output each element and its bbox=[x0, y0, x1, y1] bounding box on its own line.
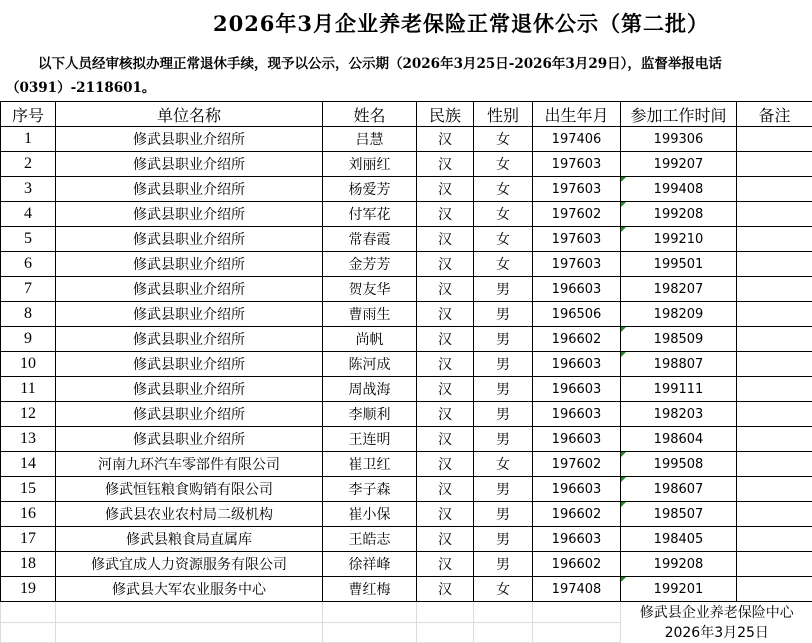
table-row bbox=[1, 402, 812, 427]
cell-index[interactable]: 2 bbox=[1, 152, 56, 177]
cell-work-start[interactable]: 198203 bbox=[621, 402, 737, 427]
cell-ethnicity[interactable]: 汉 bbox=[417, 577, 474, 602]
table-row bbox=[1, 527, 812, 552]
cell-work-start[interactable]: 198507 bbox=[621, 502, 737, 527]
cell-gender[interactable]: 女 bbox=[474, 127, 533, 152]
footer-date: 2026年3月25日 bbox=[621, 622, 812, 642]
cell-name[interactable]: 李子森 bbox=[323, 477, 417, 502]
cell-index[interactable]: 9 bbox=[1, 327, 56, 352]
cell-name[interactable]: 徐祥峰 bbox=[323, 552, 417, 577]
cell-birth[interactable]: 196602 bbox=[533, 552, 621, 577]
cell-unit[interactable]: 修武县职业介绍所 bbox=[56, 402, 323, 427]
cell-ethnicity[interactable]: 汉 bbox=[417, 377, 474, 402]
cell-name[interactable]: 杨爱芳 bbox=[323, 177, 417, 202]
cell-gender[interactable]: 男 bbox=[474, 377, 533, 402]
cell-index[interactable]: 18 bbox=[1, 552, 56, 577]
cell-gender[interactable]: 男 bbox=[474, 427, 533, 452]
cell-unit[interactable]: 修武县大军农业服务中心 bbox=[56, 577, 323, 602]
cell-index[interactable]: 12 bbox=[1, 402, 56, 427]
cell-name[interactable]: 崔小保 bbox=[323, 502, 417, 527]
cell-ethnicity[interactable]: 汉 bbox=[417, 177, 474, 202]
table-row bbox=[1, 452, 812, 477]
cell-name[interactable]: 付军花 bbox=[323, 202, 417, 227]
cell-ethnicity[interactable]: 汉 bbox=[417, 277, 474, 302]
cell-gender[interactable]: 男 bbox=[474, 352, 533, 377]
cell-unit[interactable]: 河南九环汽车零部件有限公司 bbox=[56, 452, 323, 477]
cell-remark[interactable] bbox=[737, 327, 812, 352]
cell-remark[interactable] bbox=[737, 552, 812, 577]
cell-ethnicity[interactable]: 汉 bbox=[417, 352, 474, 377]
cell-index[interactable]: 10 bbox=[1, 352, 56, 377]
cell-work-start[interactable]: 199508 bbox=[621, 452, 737, 477]
cell-work-start[interactable]: 199306 bbox=[621, 127, 737, 152]
cell-birth[interactable]: 196506 bbox=[533, 302, 621, 327]
cell-birth[interactable]: 197406 bbox=[533, 127, 621, 152]
cell-index[interactable]: 16 bbox=[1, 502, 56, 527]
cell-birth[interactable]: 196603 bbox=[533, 477, 621, 502]
footer-org: 修武县企业养老保险中心 bbox=[621, 602, 812, 623]
cell-remark[interactable] bbox=[737, 227, 812, 252]
cell-work-start[interactable]: 199501 bbox=[621, 252, 737, 277]
cell-gender[interactable]: 男 bbox=[474, 552, 533, 577]
cell-work-start[interactable]: 198509 bbox=[621, 327, 737, 352]
header-remark: 备注 bbox=[737, 102, 812, 127]
cell-index[interactable]: 3 bbox=[1, 177, 56, 202]
cell-gender[interactable]: 女 bbox=[474, 202, 533, 227]
cell-index[interactable]: 1 bbox=[1, 127, 56, 152]
cell-gender[interactable]: 男 bbox=[474, 302, 533, 327]
cell-work-start[interactable]: 198207 bbox=[621, 277, 737, 302]
cell-index[interactable]: 13 bbox=[1, 427, 56, 452]
cell-gender[interactable]: 女 bbox=[474, 452, 533, 477]
cell-birth[interactable]: 196603 bbox=[533, 277, 621, 302]
cell-index[interactable]: 19 bbox=[1, 577, 56, 602]
cell-work-start[interactable]: 199208 bbox=[621, 552, 737, 577]
table-row bbox=[1, 202, 812, 227]
cell-gender[interactable]: 男 bbox=[474, 527, 533, 552]
cell-unit[interactable]: 修武县职业介绍所 bbox=[56, 377, 323, 402]
cell-remark[interactable] bbox=[737, 377, 812, 402]
cell-remark[interactable] bbox=[737, 152, 812, 177]
cell-gender[interactable]: 女 bbox=[474, 577, 533, 602]
cell-unit[interactable]: 修武县职业介绍所 bbox=[56, 327, 323, 352]
cell-remark[interactable] bbox=[737, 502, 812, 527]
cell-birth[interactable]: 197602 bbox=[533, 452, 621, 477]
cell-index[interactable]: 8 bbox=[1, 302, 56, 327]
cell-remark[interactable] bbox=[737, 177, 812, 202]
cell-index[interactable]: 6 bbox=[1, 252, 56, 277]
cell-gender[interactable]: 女 bbox=[474, 252, 533, 277]
cell-ethnicity[interactable]: 汉 bbox=[417, 552, 474, 577]
cell-unit[interactable]: 修武县职业介绍所 bbox=[56, 177, 323, 202]
cell-ethnicity[interactable]: 汉 bbox=[417, 227, 474, 252]
cell-ethnicity[interactable]: 汉 bbox=[417, 527, 474, 552]
table-row bbox=[1, 477, 812, 502]
cell-index[interactable]: 14 bbox=[1, 452, 56, 477]
cell-work-start[interactable]: 198807 bbox=[621, 352, 737, 377]
cell-remark[interactable] bbox=[737, 577, 812, 602]
cell-unit[interactable]: 修武县职业介绍所 bbox=[56, 252, 323, 277]
cell-name[interactable]: 陈河成 bbox=[323, 352, 417, 377]
cell-unit[interactable]: 修武县职业介绍所 bbox=[56, 127, 323, 152]
cell-birth[interactable]: 196603 bbox=[533, 427, 621, 452]
cell-unit[interactable]: 修武县职业介绍所 bbox=[56, 152, 323, 177]
cell-unit[interactable]: 修武县职业介绍所 bbox=[56, 227, 323, 252]
cell-unit[interactable]: 修武县职业介绍所 bbox=[56, 202, 323, 227]
cell-remark[interactable] bbox=[737, 202, 812, 227]
cell-remark[interactable] bbox=[737, 127, 812, 152]
footer-row-date bbox=[1, 622, 812, 642]
cell-name[interactable]: 李顺利 bbox=[323, 402, 417, 427]
cell-unit[interactable]: 修武宜成人力资源服务有限公司 bbox=[56, 552, 323, 577]
cell-ethnicity[interactable]: 汉 bbox=[417, 327, 474, 352]
cell-unit[interactable]: 修武县职业介绍所 bbox=[56, 352, 323, 377]
retiree-table bbox=[0, 101, 812, 643]
table-row bbox=[1, 302, 812, 327]
table-row bbox=[1, 577, 812, 602]
table-row bbox=[1, 502, 812, 527]
cell-index[interactable]: 4 bbox=[1, 202, 56, 227]
cell-birth[interactable]: 196602 bbox=[533, 502, 621, 527]
cell-name[interactable]: 王皓志 bbox=[323, 527, 417, 552]
cell-remark[interactable] bbox=[737, 452, 812, 477]
cell-gender[interactable]: 男 bbox=[474, 502, 533, 527]
header-name: 姓名 bbox=[323, 102, 417, 127]
cell-name[interactable]: 刘丽红 bbox=[323, 152, 417, 177]
cell-remark[interactable] bbox=[737, 427, 812, 452]
table-row bbox=[1, 352, 812, 377]
cell-gender[interactable]: 男 bbox=[474, 402, 533, 427]
cell-ethnicity[interactable]: 汉 bbox=[417, 427, 474, 452]
cell-unit[interactable]: 修武县职业介绍所 bbox=[56, 427, 323, 452]
cell-ethnicity[interactable]: 汉 bbox=[417, 302, 474, 327]
cell-gender[interactable]: 女 bbox=[474, 227, 533, 252]
cell-name[interactable]: 崔卫红 bbox=[323, 452, 417, 477]
cell-unit[interactable]: 修武县职业介绍所 bbox=[56, 277, 323, 302]
cell-ethnicity[interactable]: 汉 bbox=[417, 202, 474, 227]
header-work-start: 参加工作时间 bbox=[621, 102, 737, 127]
cell-name[interactable]: 曹雨生 bbox=[323, 302, 417, 327]
cell-birth[interactable]: 197408 bbox=[533, 577, 621, 602]
cell-birth[interactable]: 197603 bbox=[533, 177, 621, 202]
header-gender: 性别 bbox=[474, 102, 533, 127]
cell-remark[interactable] bbox=[737, 352, 812, 377]
cell-birth[interactable]: 196603 bbox=[533, 377, 621, 402]
cell-gender[interactable]: 女 bbox=[474, 152, 533, 177]
table-row bbox=[1, 252, 812, 277]
cell-work-start[interactable]: 199210 bbox=[621, 227, 737, 252]
cell-remark[interactable] bbox=[737, 477, 812, 502]
cell-name[interactable]: 王连明 bbox=[323, 427, 417, 452]
cell-gender[interactable]: 男 bbox=[474, 327, 533, 352]
cell-name[interactable]: 金芳芳 bbox=[323, 252, 417, 277]
cell-work-start[interactable]: 198607 bbox=[621, 477, 737, 502]
table-row bbox=[1, 152, 812, 177]
cell-remark[interactable] bbox=[737, 402, 812, 427]
cell-remark[interactable] bbox=[737, 252, 812, 277]
cell-name[interactable]: 常春霞 bbox=[323, 227, 417, 252]
table-row bbox=[1, 227, 812, 252]
header-index: 序号 bbox=[1, 102, 56, 127]
cell-gender[interactable]: 女 bbox=[474, 177, 533, 202]
table-row bbox=[1, 127, 812, 152]
cell-gender[interactable]: 男 bbox=[474, 477, 533, 502]
cell-work-start[interactable]: 198209 bbox=[621, 302, 737, 327]
cell-work-start[interactable]: 199207 bbox=[621, 152, 737, 177]
notice-text: 以下人员经审核拟办理正常退休手续，现予以公示，公示期（2026年3月25日-2026年3月29日），监督举报电话（0391）-2118601。 bbox=[6, 52, 804, 100]
cell-work-start[interactable]: 199208 bbox=[621, 202, 737, 227]
cell-index[interactable]: 15 bbox=[1, 477, 56, 502]
cell-name[interactable]: 曹红梅 bbox=[323, 577, 417, 602]
cell-work-start[interactable]: 199111 bbox=[621, 377, 737, 402]
cell-index[interactable]: 11 bbox=[1, 377, 56, 402]
header-birth: 出生年月 bbox=[533, 102, 621, 127]
footer-row-org bbox=[1, 602, 812, 623]
cell-ethnicity[interactable]: 汉 bbox=[417, 402, 474, 427]
header-ethnicity: 民族 bbox=[417, 102, 474, 127]
cell-ethnicity[interactable]: 汉 bbox=[417, 502, 474, 527]
cell-work-start[interactable]: 198604 bbox=[621, 427, 737, 452]
cell-name[interactable]: 周战海 bbox=[323, 377, 417, 402]
cell-index[interactable]: 5 bbox=[1, 227, 56, 252]
cell-birth[interactable]: 197603 bbox=[533, 152, 621, 177]
cell-unit[interactable]: 修武恒钰粮食购销有限公司 bbox=[56, 477, 323, 502]
page-title: 2026年3月企业养老保险正常退休公示（第二批） bbox=[0, 8, 812, 38]
cell-gender[interactable]: 男 bbox=[474, 277, 533, 302]
cell-name[interactable]: 吕慧 bbox=[323, 127, 417, 152]
cell-remark[interactable] bbox=[737, 302, 812, 327]
table-row bbox=[1, 427, 812, 452]
table-row bbox=[1, 177, 812, 202]
cell-ethnicity[interactable]: 汉 bbox=[417, 477, 474, 502]
cell-birth[interactable]: 197602 bbox=[533, 202, 621, 227]
cell-work-start[interactable]: 198405 bbox=[621, 527, 737, 552]
cell-work-start[interactable]: 199408 bbox=[621, 177, 737, 202]
cell-index[interactable]: 7 bbox=[1, 277, 56, 302]
cell-birth[interactable]: 196603 bbox=[533, 527, 621, 552]
cell-unit[interactable]: 修武县粮食局直属库 bbox=[56, 527, 323, 552]
cell-ethnicity[interactable]: 汉 bbox=[417, 452, 474, 477]
cell-ethnicity[interactable]: 汉 bbox=[417, 252, 474, 277]
cell-unit[interactable]: 修武县农业农村局二级机构 bbox=[56, 502, 323, 527]
cell-birth[interactable]: 196602 bbox=[533, 327, 621, 352]
table-row bbox=[1, 377, 812, 402]
cell-birth[interactable]: 197603 bbox=[533, 227, 621, 252]
cell-ethnicity[interactable]: 汉 bbox=[417, 127, 474, 152]
header-unit: 单位名称 bbox=[56, 102, 323, 127]
cell-birth[interactable]: 197603 bbox=[533, 252, 621, 277]
cell-name[interactable]: 尚帆 bbox=[323, 327, 417, 352]
cell-remark[interactable] bbox=[737, 527, 812, 552]
header-row bbox=[1, 102, 812, 127]
cell-unit[interactable]: 修武县职业介绍所 bbox=[56, 302, 323, 327]
table-row bbox=[1, 327, 812, 352]
cell-remark[interactable] bbox=[737, 277, 812, 302]
cell-name[interactable]: 贺友华 bbox=[323, 277, 417, 302]
cell-work-start[interactable]: 199201 bbox=[621, 577, 737, 602]
cell-birth[interactable]: 196603 bbox=[533, 402, 621, 427]
cell-birth[interactable]: 196603 bbox=[533, 352, 621, 377]
cell-ethnicity[interactable]: 汉 bbox=[417, 152, 474, 177]
cell-index[interactable]: 17 bbox=[1, 527, 56, 552]
table-row bbox=[1, 552, 812, 577]
table-row bbox=[1, 277, 812, 302]
